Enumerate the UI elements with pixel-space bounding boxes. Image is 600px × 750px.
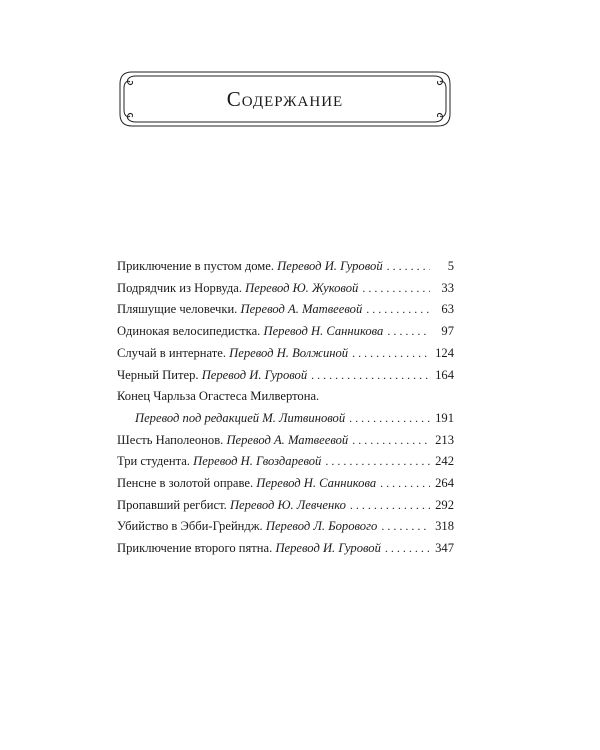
toc-entry-title-line: [117, 386, 454, 408]
dot-leader: [352, 343, 430, 365]
toc-entry: [117, 365, 454, 387]
story-title: Конец Чарльза Огастеса Милвертона.: [117, 389, 320, 404]
translator: Перевод Л. Борового: [265, 519, 378, 534]
story-title: Убийство в Эбби-Грейндж.: [117, 519, 263, 534]
toc-entry: [117, 451, 454, 473]
dot-leader: [380, 473, 430, 495]
translator: Перевод А. Матвеевой: [226, 432, 349, 447]
dot-leader: [381, 516, 430, 538]
title-frame: [116, 68, 454, 130]
translator: Перевод Н. Санникова: [263, 324, 384, 339]
page-number: 347: [435, 541, 454, 556]
story-title: Три студента.: [117, 454, 190, 469]
page-number: 63: [441, 302, 454, 317]
dot-leader: [387, 256, 430, 278]
dot-leader: [385, 538, 430, 560]
toc-entry: [117, 278, 454, 300]
story-title: Одинокая велосипедистка.: [117, 324, 261, 339]
page-number: 292: [435, 497, 454, 512]
translator: Перевод Н. Волжиной: [229, 345, 349, 360]
page-number: 191: [435, 410, 454, 425]
page-number: 242: [435, 454, 454, 469]
dot-leader: [350, 495, 430, 517]
story-title: Черный Питер.: [117, 367, 199, 382]
dot-leader: [387, 321, 430, 343]
translator: Перевод Н. Гвоздаревой: [193, 454, 322, 469]
story-title: Подрядчик из Норвуда.: [117, 280, 242, 295]
toc-entry: [117, 408, 454, 430]
page-number: 5: [447, 259, 454, 273]
toc-entry: [117, 538, 454, 560]
story-title: Приключение второго пятна.: [117, 541, 273, 556]
dot-leader: [349, 408, 430, 430]
story-title: Приключение в пустом доме.: [117, 259, 275, 273]
translator: Перевод И. Гуровой: [275, 541, 381, 556]
translator: Перевод И. Гуровой: [277, 259, 383, 273]
dot-leader: [366, 299, 430, 321]
page-number: 213: [435, 432, 454, 447]
dot-leader: [352, 430, 430, 452]
table-of-contents: [117, 256, 454, 560]
story-title: Пропавший регбист.: [117, 497, 227, 512]
page-title: Содержание: [226, 86, 344, 111]
story-title: Шесть Наполеонов.: [117, 432, 224, 447]
dot-leader: [325, 451, 430, 473]
page-number: 164: [435, 367, 454, 382]
page-number: 97: [441, 324, 454, 339]
story-title: Случай в интернате.: [117, 345, 227, 360]
toc-entry: [117, 495, 454, 517]
page-number: 318: [435, 519, 454, 534]
toc-entry: [117, 321, 454, 343]
toc-entry: [117, 430, 454, 452]
toc-entry: [117, 473, 454, 495]
translator: Перевод А. Матвеевой: [240, 302, 363, 317]
toc-entry: [117, 256, 454, 278]
toc-entry: [117, 343, 454, 365]
page-number: 33: [441, 280, 454, 295]
story-title: Пляшущие человечки.: [117, 302, 238, 317]
translator: Перевод под редакцией М. Литвиновой: [135, 410, 346, 425]
dot-leader: [311, 365, 430, 387]
translator: Перевод И. Гуровой: [201, 367, 308, 382]
translator: Перевод Ю. Левченко: [229, 497, 346, 512]
translator: Перевод Н. Санникова: [256, 476, 377, 491]
page-number: 264: [435, 476, 454, 491]
dot-leader: [362, 278, 430, 300]
story-title: Пенсне в золотой оправе.: [117, 476, 254, 491]
translator: Перевод Ю. Жуковой: [245, 280, 359, 295]
page-number: 124: [435, 345, 454, 360]
toc-entry: [117, 516, 454, 538]
toc-entry: [117, 299, 454, 321]
